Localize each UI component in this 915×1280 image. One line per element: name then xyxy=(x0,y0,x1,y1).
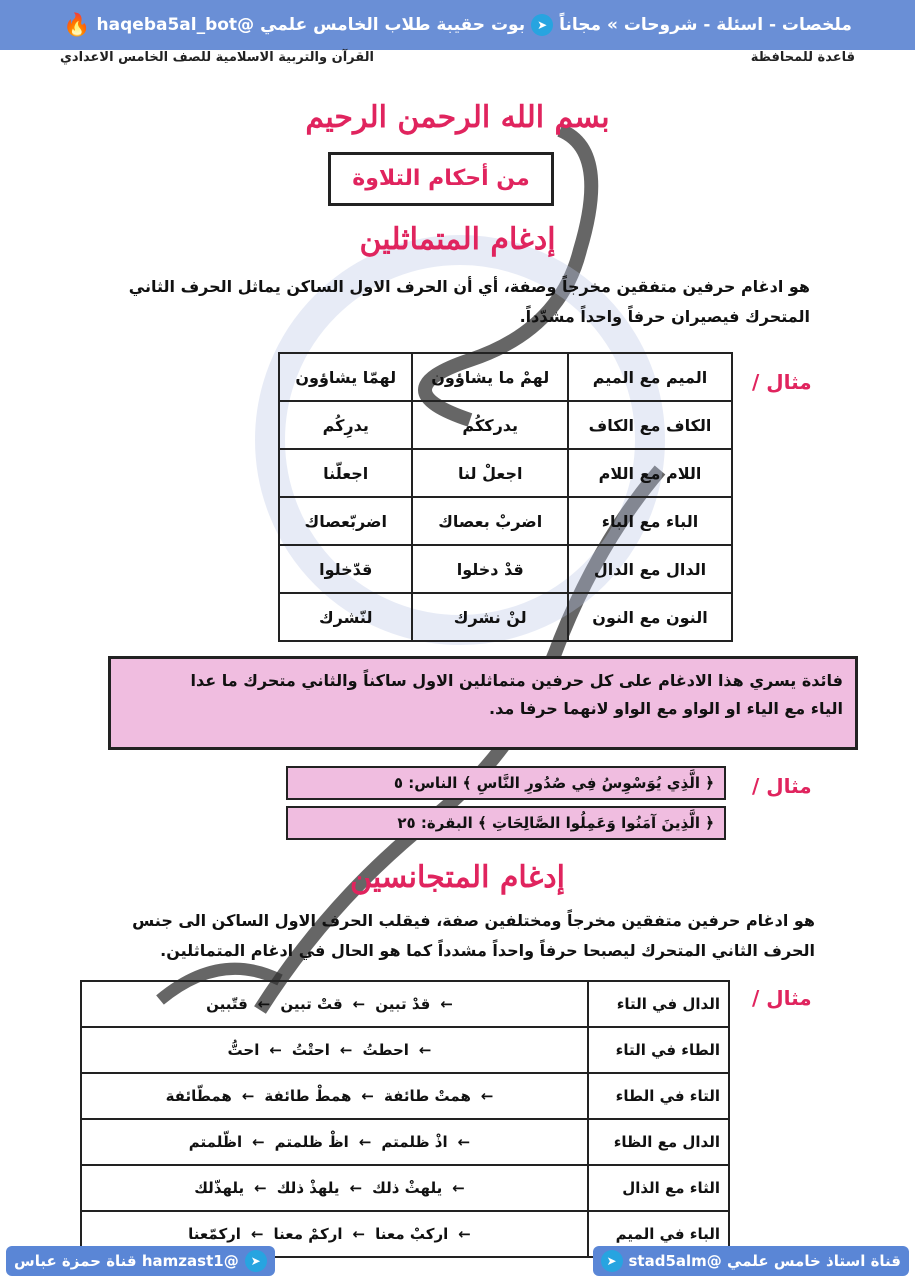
arrow-left-icon: ← xyxy=(452,1179,465,1197)
bot-label: بوت حقيبة طلاب الخامس علمي xyxy=(260,15,526,35)
definition-line: الحرف الثاني المتحرك ليصبحا حرفاً واحداً مشدداً كما هو الحال في ادغام المتماثلين. xyxy=(160,941,815,960)
arrow-left-icon: ← xyxy=(361,1087,374,1105)
example-label: مثال / xyxy=(752,370,812,394)
section1-title: إدغام المتماثلين xyxy=(359,222,556,257)
note-label: فائدة xyxy=(801,671,843,690)
row-label: الدال مع الدال xyxy=(568,545,732,593)
step-text: يلهذْ ذلك xyxy=(276,1179,340,1197)
example-cell: اجعلْ لنا xyxy=(412,449,568,497)
telegram-icon: ➤ xyxy=(601,1250,623,1272)
note-text: الياء مع الياء او الواو مع الواو لانهما حرفا مد. xyxy=(489,699,843,718)
example-cell: لنّشرك xyxy=(279,593,412,641)
arrow-left-icon: ← xyxy=(241,1087,255,1105)
table-row xyxy=(81,1073,729,1119)
bot-handle[interactable]: @haqeba5al_bot xyxy=(96,15,255,35)
arrow-left-icon: ← xyxy=(358,1133,372,1151)
note-text: يسري هذا الادغام على كل حرفين متماثلين الاول ساكناً والثاني متحرك ما عدا xyxy=(190,671,797,690)
table-row xyxy=(279,545,732,593)
table-row xyxy=(81,1027,729,1073)
banner-text: ملخصات - اسئلة - شروحات » مجاناً xyxy=(559,15,852,35)
table-row xyxy=(279,353,732,401)
arrow-left-icon: ← xyxy=(339,1041,353,1059)
table-row xyxy=(279,593,732,641)
table-row xyxy=(279,449,732,497)
channel-right[interactable] xyxy=(593,1246,910,1276)
example-cell: لهمْ ما يشاؤون xyxy=(412,353,568,401)
arrow-left-icon: ← xyxy=(257,995,271,1013)
top-banner xyxy=(0,0,915,50)
homogeneous-letters-table xyxy=(80,980,730,1258)
row-label: اللام مع اللام xyxy=(568,449,732,497)
definition-line: المتحرك فيصيران حرفاً واحداً مشدّداً. xyxy=(519,307,810,326)
page-header xyxy=(0,50,915,72)
channel-right-label: قناة استاذ خامس علمي @stad5alm xyxy=(628,1252,901,1270)
table-row xyxy=(279,497,732,545)
step-text: يلهذّلك xyxy=(194,1179,245,1197)
example-cell: لهمّا يشاؤون xyxy=(279,353,412,401)
row-label: الميم مع الميم xyxy=(568,353,732,401)
example-cell: يدرككُم xyxy=(412,401,568,449)
table-row xyxy=(81,1165,729,1211)
step-text: احتُّ xyxy=(227,1041,260,1059)
arrow-left-icon: ← xyxy=(440,995,453,1013)
example-cell: قدْ دخلوا xyxy=(412,545,568,593)
note-box xyxy=(108,656,858,750)
table-row xyxy=(81,981,729,1027)
step-text: اذْ ظلمتم xyxy=(381,1133,448,1151)
step-text: يلهثْ ذلك xyxy=(372,1179,443,1197)
example-label: مثال / xyxy=(752,986,812,1010)
table-row xyxy=(279,401,732,449)
bottom-bar xyxy=(0,1242,915,1280)
arrow-left-icon: ← xyxy=(457,1133,471,1151)
row-label: الدال مع الظاء xyxy=(588,1119,729,1165)
step-text: قدْ تبين xyxy=(375,995,431,1013)
arrow-left-icon: ← xyxy=(269,1041,282,1059)
telegram-icon: ➤ xyxy=(245,1250,267,1272)
transformation-chain xyxy=(81,1165,588,1211)
row-label: التاء في الطاء xyxy=(588,1073,729,1119)
channel-left[interactable] xyxy=(6,1246,275,1276)
step-text: احطتُ xyxy=(362,1041,409,1059)
example-cell: لنْ نشرك xyxy=(412,593,568,641)
arrow-left-icon: ← xyxy=(254,1179,267,1197)
transformation-chain xyxy=(81,1119,588,1165)
transformation-chain xyxy=(81,1073,588,1119)
step-text: همتْ طائفة xyxy=(384,1087,471,1105)
basmala: بسم الله الرحمن الرحيم xyxy=(305,100,610,135)
step-text: اظّلمتم xyxy=(188,1133,243,1151)
telegram-icon: ➤ xyxy=(531,14,553,36)
step-text: همطّائفة xyxy=(165,1087,232,1105)
fire-icon: 🔥 xyxy=(63,12,91,38)
arrow-left-icon: ← xyxy=(352,995,366,1013)
table-row xyxy=(81,1119,729,1165)
row-label: الباء في الميم xyxy=(588,1211,729,1257)
definition-line: هو ادغام حرفين متفقين مخرجاً ومختلفين صفة، فيقلب الحرف الاول الساكن الى جنس xyxy=(132,911,815,930)
header-right: قاعدة للمحافظة xyxy=(750,50,855,65)
identical-letters-table xyxy=(278,352,733,642)
step-text: احتْتُ xyxy=(291,1041,330,1059)
transformation-chain xyxy=(81,1027,588,1073)
verse-row: ﴿ الَّذِينَ آمَنُوا وَعَمِلُوا الصَّالِحَاتِ ﴾ البقرة: ٢٥ xyxy=(286,806,726,840)
verse-row: ﴿ الَّذِي يُوَسْوِسُ فِي صُدُورِ النَّاسِ ﴾ الناس: ٥ xyxy=(286,766,726,800)
section1-definition xyxy=(90,272,810,332)
step-text: قتّبين xyxy=(206,995,248,1013)
arrow-left-icon: ← xyxy=(418,1041,432,1059)
step-text: اركمّعنا xyxy=(188,1225,241,1243)
definition-line: هو ادغام حرفين متفقين مخرجاً وصفة، أي أن الحرف الاول الساكن يماثل الحرف الثاني xyxy=(128,277,810,296)
step-text: همطْ طائفة xyxy=(264,1087,352,1105)
section-box-title: من أحكام التلاوة xyxy=(328,152,554,206)
step-text: اركمْ معنا xyxy=(273,1225,343,1243)
example-cell: اجعلّنا xyxy=(279,449,412,497)
step-text: قتْ تبين xyxy=(280,995,343,1013)
row-label: الدال في التاء xyxy=(588,981,729,1027)
step-text: اظْ ظلمتم xyxy=(274,1133,349,1151)
row-label: الثاء مع الذال xyxy=(588,1165,729,1211)
example-cell: اضربْ بعصاك xyxy=(412,497,568,545)
verse-example-label: مثال / xyxy=(752,774,812,798)
section2-title: إدغام المتجانسين xyxy=(350,860,565,895)
arrow-left-icon: ← xyxy=(349,1179,363,1197)
section2-definition xyxy=(75,906,815,966)
transformation-chain xyxy=(81,981,588,1027)
example-cell: يدرِكُم xyxy=(279,401,412,449)
channel-left-label: @hamzast1 قناة حمزة عباس xyxy=(14,1252,239,1270)
example-cell: قدّخلوا xyxy=(279,545,412,593)
arrow-left-icon: ← xyxy=(250,1225,264,1243)
row-label: الكاف مع الكاف xyxy=(568,401,732,449)
arrow-left-icon: ← xyxy=(352,1225,366,1243)
arrow-left-icon: ← xyxy=(480,1087,494,1105)
row-label: الباء مع الباء xyxy=(568,497,732,545)
row-label: الطاء في التاء xyxy=(588,1027,729,1073)
arrow-left-icon: ← xyxy=(458,1225,471,1243)
example-cell: اضربّعصاك xyxy=(279,497,412,545)
header-left: القرآن والتربية الاسلامية للصف الخامس الاعدادي xyxy=(60,50,374,65)
row-label: النون مع النون xyxy=(568,593,732,641)
step-text: اركبْ معنا xyxy=(375,1225,449,1243)
arrow-left-icon: ← xyxy=(252,1133,265,1151)
